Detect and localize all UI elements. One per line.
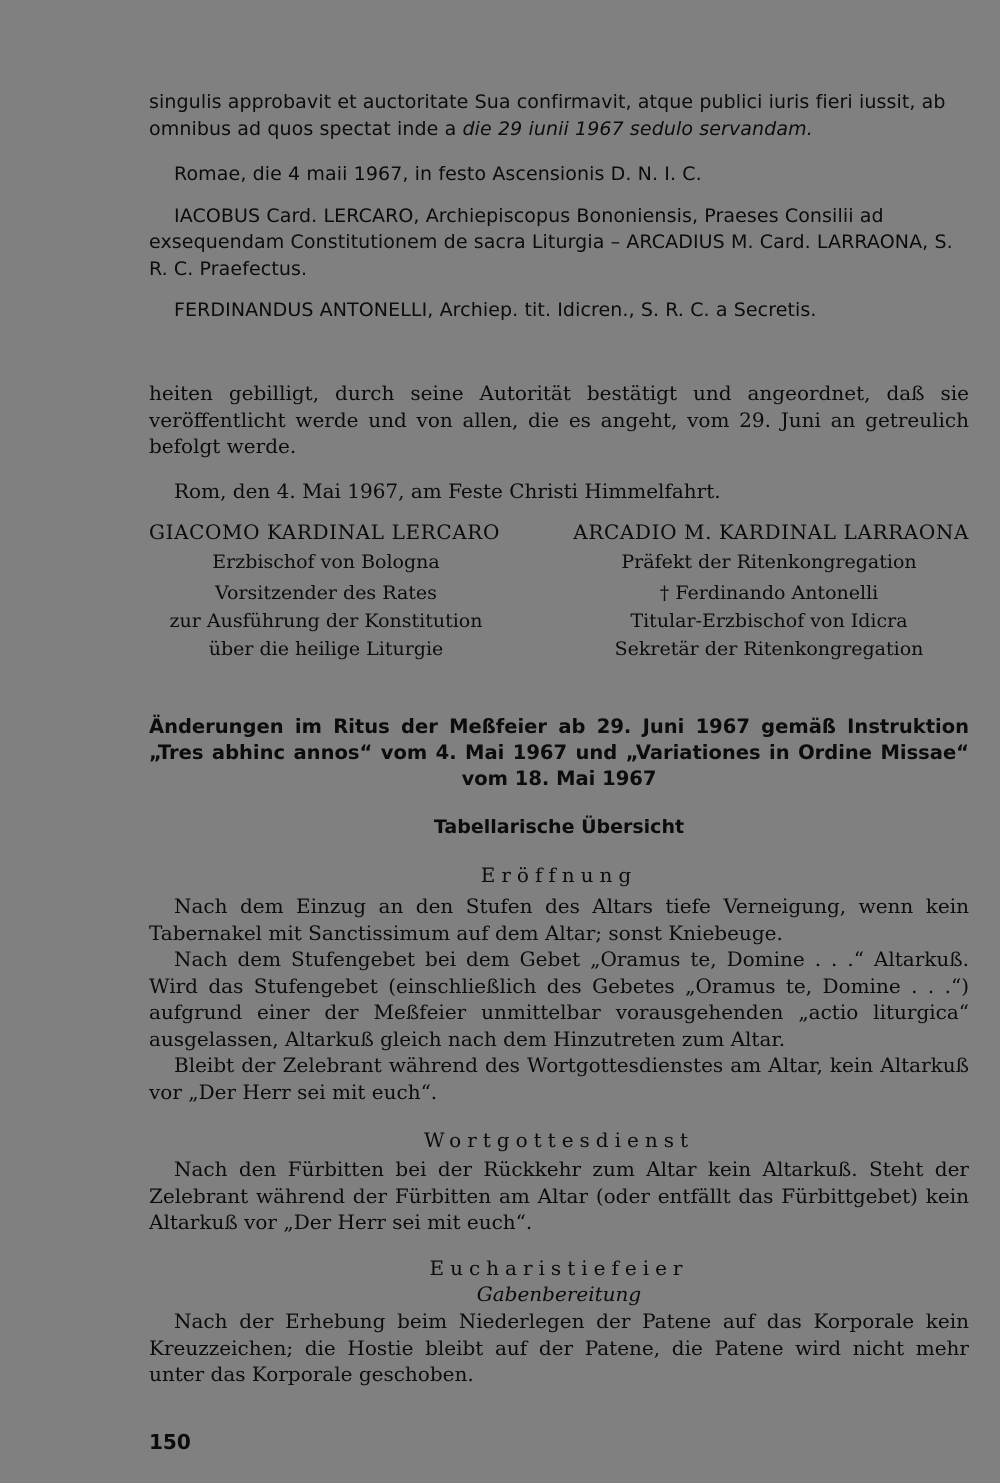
gabenbereitung-subheading: Gabenbereitung [476, 1282, 642, 1306]
signature-left-line-2: Vorsitzender des Rates [215, 582, 437, 604]
wortgottesdienst-heading: Wortgottesdienst [423, 1128, 695, 1152]
signature-left-line-3: zur Ausführung der Konstitution [169, 610, 483, 632]
section-header [149, 714, 969, 838]
signature-right-line-4: Sekretär der Ritenkongregation [614, 638, 924, 660]
signature-names [149, 518, 969, 546]
signature-right-column [559, 548, 979, 663]
page-number: 150 [149, 1430, 191, 1454]
eroeffnung-paragraph-2: Nach dem Stufengebet bei dem Gebet „Oramus te, Domine . . .“ Altarkuß. Wird das Stufengebet (einschließlich des Gebetes „Oramus te, Domine . . .“) aufgrund einer der Meßfeier unmittelbar vorausgehenden „actio liturgica“ ausgelassen, Altarkuß gleich nach dem Hinzutreten zum Altar. [149, 947, 969, 1051]
signature-name-left: GIACOMO KARDINAL LERCARO [149, 520, 500, 544]
signature-name-right: ARCADIO M. KARDINAL LARRAONA [573, 520, 969, 544]
latin-date-line: Romae, die 4 maii 1967, in festo Ascensionis D. N. I. C. [174, 163, 702, 185]
section-title: Änderungen im Ritus der Meßfeier ab 29. Juni 1967 gemäß Instruktion „Tres abhinc annos“ vom 4. Mai 1967 und „Variationes in Ordine Missae“ vom 18. Mai 1967 [149, 715, 969, 790]
german-paragraph-1: heiten gebilligt, durch seine Autorität bestätigt und angeordnet, daß sie veröffentlicht werde und von allen, die es angeht, vom 29. Juni an getreulich befolgt werde. [149, 381, 969, 458]
wortgottesdienst-section [149, 1128, 969, 1236]
signature-right-line-3: Titular-Erzbischof von Idicra [630, 610, 908, 632]
latin-paragraph-1-text: singulis approbavit et auctoritate Sua confirmavit, atque publici iuris fieri iussit, ab omnibus ad quos spectat inde a [149, 91, 946, 140]
signature-right-line-1: Präfekt der Ritenkongregation [621, 551, 917, 573]
eroeffnung-paragraph-1: Nach dem Einzug an den Stufen des Altars tiefe Verneigung, wenn kein Tabernakel mit Sanctissimum auf dem Altar; sonst Kniebeuge. [149, 894, 969, 945]
signature-left-line-1: Erzbischof von Bologna [212, 551, 440, 573]
latin-signatory-antonelli: FERDINANDUS ANTONELLI, Archiep. tit. Idicren., S. R. C. a Secretis. [174, 299, 817, 321]
latin-paragraph-1-italic: die 29 iunii 1967 sedulo servandam. [462, 117, 813, 140]
eucharistiefeier-paragraph-1: Nach der Erhebung beim Niederlegen der Patene auf das Korporale kein Kreuzzeichen; die Hostie bleibt auf der Patene, die Patene wird nicht mehr unter das Korporale geschoben. [149, 1309, 969, 1386]
german-date-line: Rom, den 4. Mai 1967, am Feste Christi Himmelfahrt. [174, 478, 721, 503]
eroeffnung-heading: Eröffnung [480, 863, 638, 887]
signature-left-column [141, 548, 511, 663]
german-section [149, 380, 969, 504]
section-subtitle: Tabellarische Übersicht [433, 816, 685, 838]
eroeffnung-paragraph-3: Bleibt der Zelebrant während des Wortgottesdienstes am Altar, kein Altarkuß vor „Der Herr sei mit euch“. [149, 1053, 969, 1104]
latin-signatory-lercaro: IACOBUS Card. LERCARO, Archiepiscopus Bononiensis, Praeses Consilii ad exsequendam Constitutionem de sacra Liturgia – ARCADIUS M. Card. LARRAONA, S. R. C. Praefectus. [149, 204, 953, 280]
eucharistiefeier-heading: Eucharistiefeier [429, 1256, 689, 1280]
signature-left-line-4: über die heilige Liturgie [208, 638, 444, 660]
eucharistiefeier-section [149, 1256, 969, 1388]
eroeffnung-section [149, 863, 969, 1105]
latin-paragraph-1 [149, 89, 969, 142]
latin-section [149, 89, 969, 324]
wortgottesdienst-paragraph-1: Nach den Fürbitten bei der Rückkehr zum Altar kein Altarkuß. Steht der Zelebrant während der Fürbitten am Altar (oder entfällt das Fürbittgebet) kein Altarkuß vor „Der Herr sei mit euch“. [149, 1157, 969, 1234]
signature-columns [149, 548, 969, 663]
signature-right-line-2: † Ferdinando Antonelli [659, 582, 879, 604]
signature-block [149, 518, 969, 663]
